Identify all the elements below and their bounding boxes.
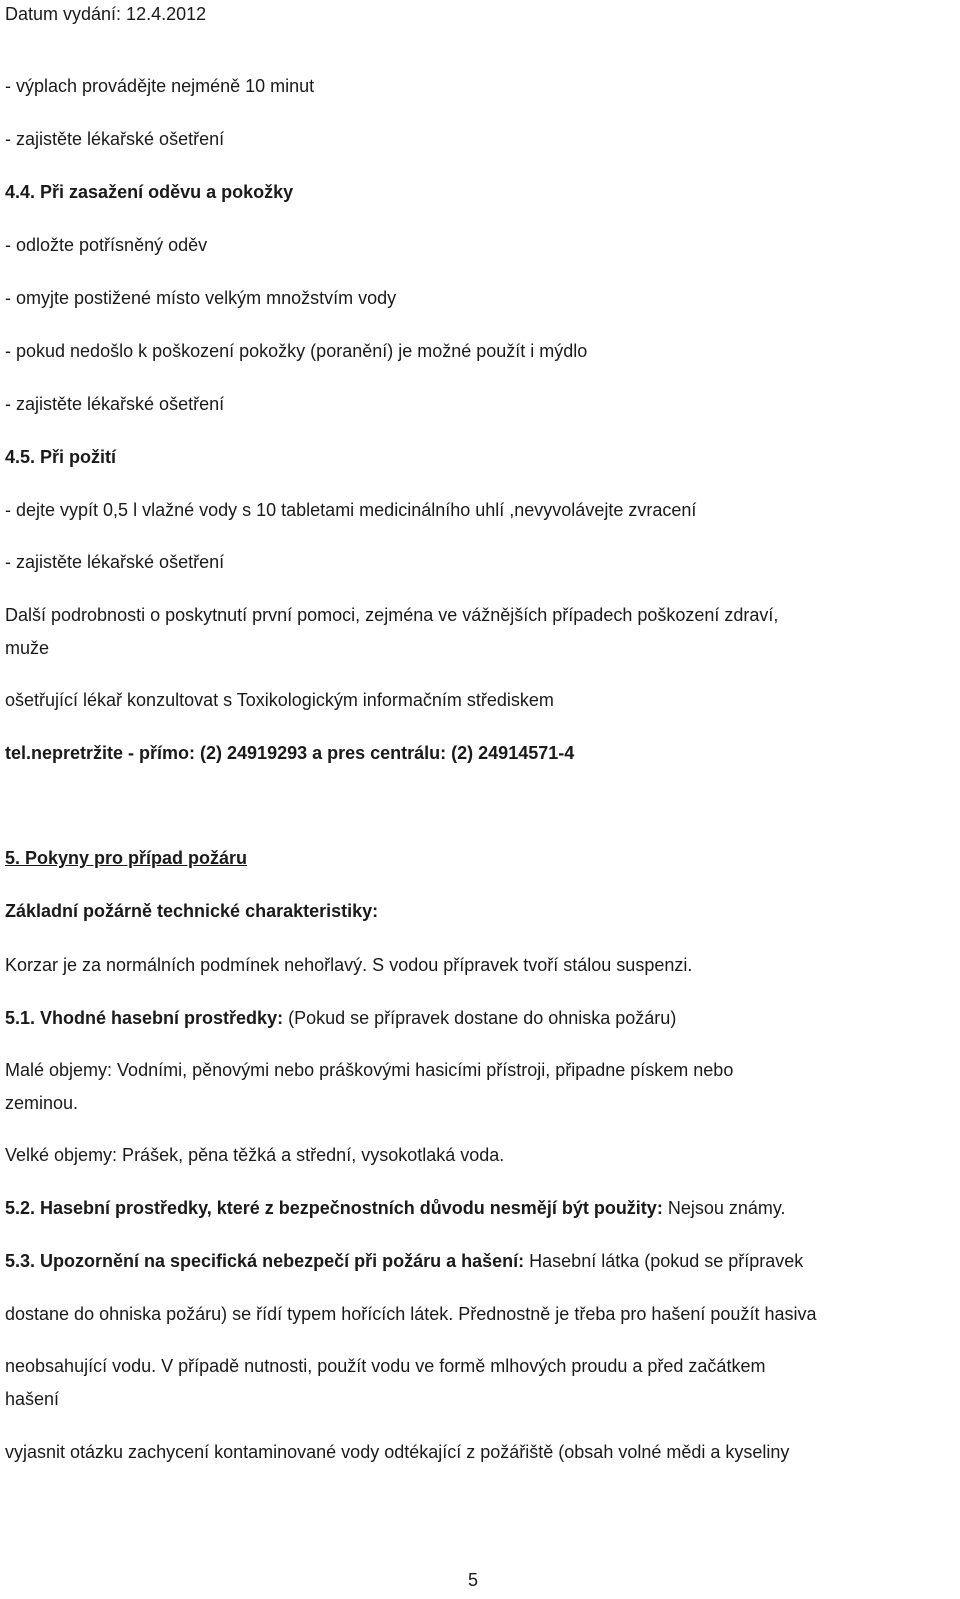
section-4-4-heading: 4.4. Při zasažení oděvu a pokožky xyxy=(5,182,294,202)
eye-rinse-line: - výplach provádějte nejméně 10 minut xyxy=(5,76,315,96)
fire-line-3: zeminou. xyxy=(5,1093,79,1113)
fire-line-4: Velké objemy: Prášek, pěna těžká a střední, vysokotlaká voda. xyxy=(5,1145,505,1165)
fire-line-2: Malé objemy: Vodními, pěnovými nebo práškovými hasicími přístroji, připadne pískem nebo xyxy=(5,1060,734,1080)
fire-characteristics-heading: Základní požárně technické charakteristiky: xyxy=(5,901,379,921)
skin-line-3: - pokud nedošlo k poškození pokožky (poranění) je možné použít i mýdlo xyxy=(5,341,588,361)
section-5-1-line xyxy=(5,1006,676,1030)
section-5-1-label: 5.1. Vhodné hasební prostředky: xyxy=(5,1008,284,1028)
section-5-2-line xyxy=(5,1196,786,1220)
ingestion-line-4: muže xyxy=(5,638,50,658)
section-5-2-label: 5.2. Hasební prostředky, které z bezpečnostních důvodu nesmějí být použity: xyxy=(5,1198,663,1218)
skin-line-2: - omyjte postižené místo velkým množstvím vody xyxy=(5,288,397,308)
skin-line-4: - zajistěte lékařské ošetření xyxy=(5,394,225,414)
ingestion-line-5: ošetřující lékař konzultovat s Toxikologickým informačním střediskem xyxy=(5,690,554,710)
section-5-1-text: (Pokud se přípravek dostane do ohniska požáru) xyxy=(283,1008,677,1028)
toxicology-phone: tel.nepretržite - přímo: (2) 24919293 a pres centrálu: (2) 24914571-4 xyxy=(5,743,575,763)
section-5-2-text: Nejsou známy. xyxy=(662,1198,786,1218)
section-5-heading: 5. Pokyny pro případ požáru xyxy=(5,848,248,868)
issue-date: Datum vydání: 12.4.2012 xyxy=(5,4,207,24)
fire-line-5: dostane do ohniska požáru) se řídí typem hořících látek. Přednostně je třeba pro hašení použít hasiva xyxy=(5,1304,817,1324)
section-5-3-label: 5.3. Upozornění na specifická nebezpečí při požáru a hašení: xyxy=(5,1251,525,1271)
fire-line-6: neobsahující vodu. V případě nutnosti, použít vodu ve formě mlhových proudu a před začátkem xyxy=(5,1356,766,1376)
ingestion-line-2: - zajistěte lékařské ošetření xyxy=(5,552,225,572)
skin-line-1: - odložte potřísněný oděv xyxy=(5,235,208,255)
section-5-3-text: Hasební látka (pokud se přípravek xyxy=(524,1251,804,1271)
page-number: 5 xyxy=(468,1570,479,1590)
fire-line-8: vyjasnit otázku zachycení kontaminované vody odtékající z požářiště (obsah volné mědi a kyseliny xyxy=(5,1442,790,1462)
fire-line-7: hašení xyxy=(5,1389,60,1409)
ingestion-line-3: Další podrobnosti o poskytnutí první pomoci, zejména ve vážnějších případech poškození zdraví, xyxy=(5,605,779,625)
section-5-3-line xyxy=(5,1249,803,1273)
ingestion-line-1: - dejte vypít 0,5 l vlažné vody s 10 tabletami medicinálního uhlí ,nevyvolávejte zvracení xyxy=(5,500,697,520)
section-4-5-heading: 4.5. Při požití xyxy=(5,447,117,467)
eye-medical-line: - zajistěte lékařské ošetření xyxy=(5,129,225,149)
fire-line-1: Korzar je za normálních podmínek nehořlavý. S vodou přípravek tvoří stálou suspenzi. xyxy=(5,955,693,975)
